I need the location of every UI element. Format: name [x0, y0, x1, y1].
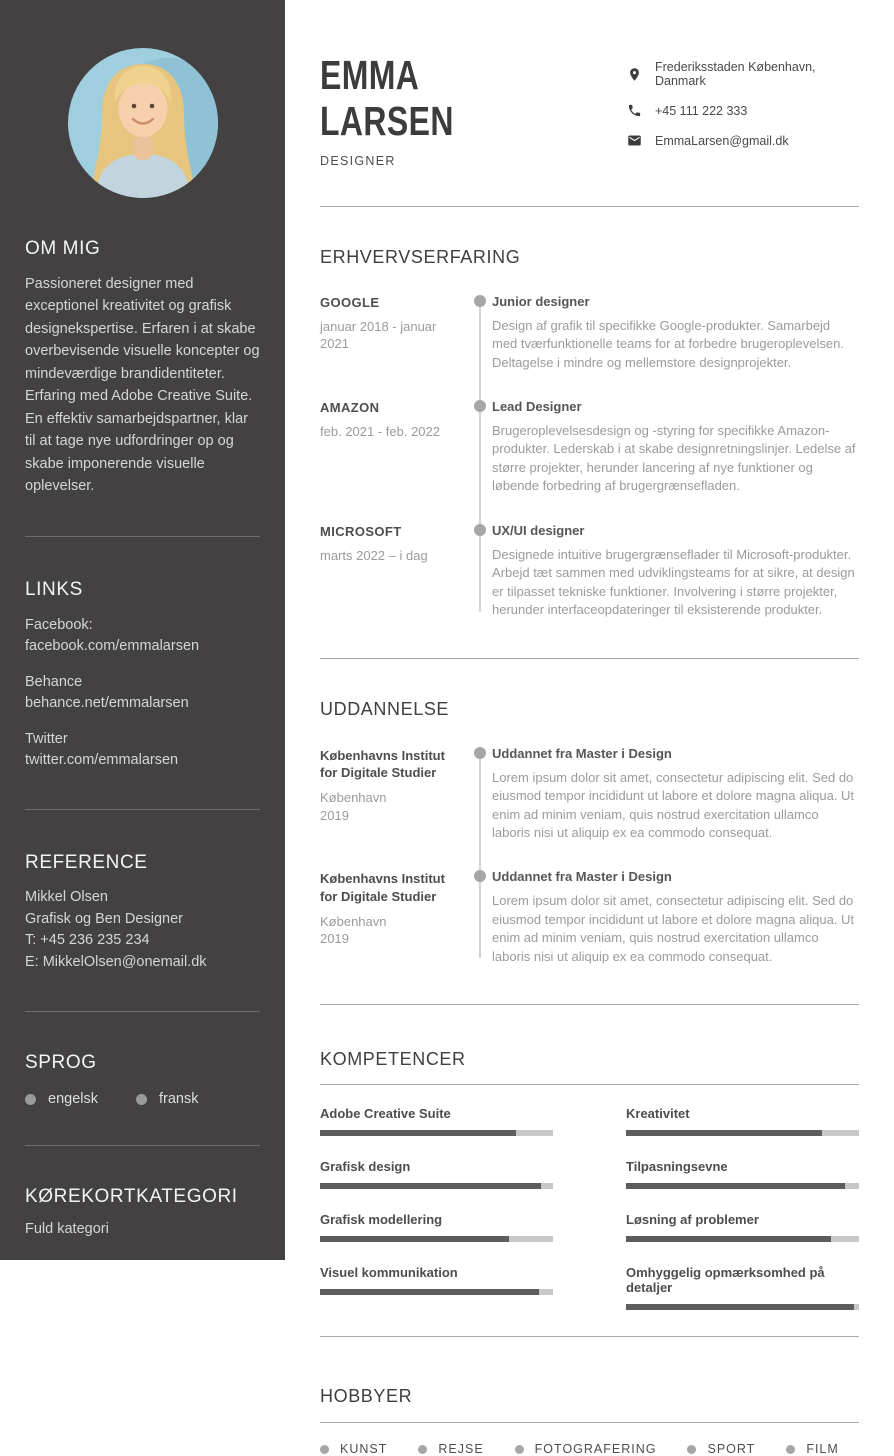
- hobby-list: [320, 1442, 859, 1456]
- hobby-item: [320, 1442, 387, 1456]
- email-icon: [627, 133, 642, 148]
- language-label: engelsk: [48, 1091, 98, 1108]
- section-divider: [320, 1004, 859, 1005]
- bullet-dot-icon: [25, 1094, 36, 1105]
- skill-bar-fill: [626, 1236, 831, 1242]
- education-timeline: [320, 746, 859, 967]
- language-item: [136, 1091, 199, 1107]
- bullet-dot-icon: [687, 1445, 696, 1454]
- skill-label: Tilpasningsevne: [626, 1159, 728, 1175]
- experience-dates: januar 2018 - januar 2021: [320, 318, 437, 352]
- link-label: Facebook:: [25, 616, 93, 633]
- school-name: Københavns Institut for Digitale Studier: [320, 747, 445, 780]
- location-text: Frederiksstaden København, Danmark: [655, 60, 816, 88]
- experience-description: Design af grafik til specifikke Google-produkter. Samarbejd med tværfunktionelle teams for at forbedre brugeroplevelsen. Deltagelse i mindre og mellemstore designprojekter.: [492, 317, 844, 370]
- link-label: Behance: [25, 673, 83, 690]
- skill-item: [320, 1212, 553, 1242]
- section-divider: [320, 658, 859, 659]
- skill-label: Kreativitet: [626, 1106, 690, 1122]
- profile-photo: [68, 48, 218, 198]
- hobby-label: REJSE: [438, 1442, 484, 1456]
- language-item: [25, 1091, 98, 1107]
- hobby-label: KUNST: [340, 1442, 388, 1456]
- timeline-dot-icon: [474, 524, 486, 536]
- school-year: 2019: [320, 807, 349, 823]
- school-year: 2019: [320, 931, 349, 947]
- license-text: Fuld kategori: [25, 1221, 109, 1238]
- skill-bar-fill: [626, 1130, 822, 1136]
- skill-bar-fill: [626, 1304, 854, 1310]
- contact-location-row: [627, 60, 859, 88]
- skill-bar-fill: [320, 1289, 539, 1295]
- skill-label: Visuel kommunikation: [320, 1265, 458, 1281]
- reference-email: E: MikkelOlsen@onemail.dk: [25, 953, 207, 970]
- experience-description: Brugeroplevelsesdesign og -styring for specifikke Amazon-produkter. Lederskab i at skabe designretningslinjer. Ledelse af større projekter, herunder lancering af nye funktioner og løbende forbedring af brugergrænsefladen.: [492, 423, 856, 494]
- experience-description: Designede intuitive brugergrænseflader til Microsoft-produkter. Arbejd tæt sammen med udviklingsteams for at sikre, at design er tilpasset tekniske funktioner. Involvering i større projekter, herunder interfaceopdateringer til eksisterende produkter.: [492, 546, 855, 618]
- timeline-dot-icon: [474, 295, 486, 307]
- contact-email-row: [627, 133, 859, 148]
- hobby-item: [418, 1442, 483, 1456]
- about-section-title: OM MIG: [25, 238, 101, 259]
- about-text: Passioneret designer med exceptionel kreativitet og grafisk designekspertise. Erfaren i at skabe overbevisende visuelle koncepter og mindeværdige brandidentiteter. Erfaring med Adobe Creative Suite. En effektiv samarbejdspartner, klar til at tage nye udfordringer op og skabe imponerende visuelle oplevelser.: [25, 276, 260, 495]
- job-title: DESIGNER: [320, 153, 396, 168]
- main-content: [285, 0, 894, 1456]
- hobby-item: [786, 1442, 838, 1456]
- skill-bar-track: [626, 1130, 859, 1136]
- skill-bar-fill: [320, 1130, 516, 1136]
- section-divider: [320, 206, 859, 207]
- company-name: AMAZON: [320, 400, 380, 416]
- skill-item: [626, 1265, 859, 1310]
- hobby-label: FILM: [806, 1442, 839, 1456]
- email-text[interactable]: EmmaLarsen@gmail.dk: [655, 133, 789, 148]
- location-pin-icon: [627, 67, 642, 82]
- skill-label: Adobe Creative Suite: [320, 1106, 451, 1122]
- hobby-label: FOTOGRAFERING: [534, 1442, 657, 1456]
- twitter-link[interactable]: twitter.com/emmalarsen: [25, 751, 179, 768]
- timeline-dot-icon: [474, 870, 486, 882]
- hobby-label: SPORT: [707, 1442, 756, 1456]
- first-name: EMMA: [320, 52, 420, 98]
- company-name: MICROSOFT: [320, 523, 402, 539]
- education-description: Lorem ipsum dolor sit amet, consectetur adipiscing elit. Sed do eiusmod tempor incididunt ut labore et dolore magna aliqua. Ut enim ad minim veniam, quis nostrud exercitation ullamco laboris nisi ut aliquip ex ea commodo consequat.: [492, 893, 855, 964]
- skill-bar-track: [320, 1130, 553, 1136]
- license-section-title: KØREKORTKATEGORI: [25, 1186, 238, 1208]
- experience-title: ERHVERVSERFARING: [320, 246, 521, 267]
- reference-role: Grafisk og Ben Designer: [25, 910, 183, 927]
- experience-dates: feb. 2021 - feb. 2022: [320, 424, 440, 440]
- bullet-dot-icon: [418, 1445, 427, 1454]
- skill-bar-fill: [320, 1183, 541, 1189]
- phone-text[interactable]: +45 111 222 333: [655, 103, 748, 118]
- bullet-dot-icon: [136, 1094, 147, 1105]
- education-meta: [320, 870, 465, 947]
- skills-title: KOMPETENCER: [320, 1049, 466, 1070]
- link-item-behance: [25, 672, 260, 715]
- link-label: Twitter: [25, 730, 68, 747]
- school-name: Københavns Institut for Digitale Studier: [320, 871, 445, 904]
- skill-bar-fill: [626, 1183, 845, 1189]
- phone-icon: [627, 103, 642, 118]
- company-name: GOOGLE: [320, 294, 380, 310]
- experience-role: Junior designer: [492, 293, 590, 309]
- hobbies-title: HOBBYER: [320, 1386, 413, 1407]
- sidebar-divider: [25, 536, 260, 537]
- hobby-item: [687, 1442, 755, 1456]
- experience-meta: [320, 524, 465, 565]
- education-entry: [320, 746, 859, 843]
- reference-block: [25, 887, 260, 973]
- timeline-dot-icon: [474, 747, 486, 759]
- education-description: Lorem ipsum dolor sit amet, consectetur adipiscing elit. Sed do eiusmod tempor incididunt ut labore et dolore magna aliqua. Ut enim ad minim veniam, quis nostrud exercitation ullamco laboris nisi ut aliquip ex ea commodo consequat.: [492, 769, 855, 840]
- skill-item: [320, 1265, 553, 1310]
- skill-bar-track: [320, 1289, 553, 1295]
- skills-section: [320, 1049, 859, 1337]
- skill-item: [320, 1159, 553, 1189]
- skill-item: [626, 1106, 859, 1136]
- facebook-link[interactable]: facebook.com/emmalarsen: [25, 638, 200, 655]
- sidebar-divider: [25, 1145, 260, 1146]
- language-list: [25, 1091, 260, 1107]
- school-location-year: [320, 913, 465, 948]
- skill-label: Grafisk modellering: [320, 1212, 443, 1228]
- skill-label: Omhyggelig opmærksomhed på detaljer: [626, 1265, 825, 1296]
- skills-grid: [320, 1106, 859, 1310]
- bullet-dot-icon: [515, 1445, 524, 1454]
- skill-item: [626, 1159, 859, 1189]
- skill-bar-track: [320, 1183, 553, 1189]
- degree-title: Uddannet fra Master i Design: [492, 869, 672, 885]
- experience-entry: [320, 399, 859, 496]
- skill-label: Grafisk design: [320, 1159, 411, 1175]
- languages-section-title: SPROG: [25, 1052, 97, 1074]
- language-label: fransk: [158, 1091, 199, 1108]
- experience-entry: [320, 523, 859, 620]
- degree-title: Uddannet fra Master i Design: [492, 745, 672, 761]
- hobbies-section: [320, 1386, 859, 1456]
- contact-block: [627, 60, 859, 168]
- sidebar-divider: [25, 1011, 260, 1012]
- skill-bar-track: [626, 1236, 859, 1242]
- section-divider: [320, 1422, 859, 1423]
- skill-bar-track: [626, 1304, 859, 1310]
- name-block: [320, 52, 492, 168]
- link-item-facebook: [25, 615, 260, 658]
- skill-item: [320, 1106, 553, 1136]
- school-location: København: [320, 913, 387, 929]
- link-item-twitter: [25, 729, 260, 772]
- bullet-dot-icon: [786, 1445, 795, 1454]
- experience-timeline: [320, 294, 859, 620]
- skill-item: [626, 1212, 859, 1242]
- hobby-item: [515, 1442, 657, 1456]
- timeline-dot-icon: [474, 400, 486, 412]
- skill-label: Løsning af problemer: [626, 1212, 759, 1228]
- school-location-year: [320, 789, 465, 824]
- experience-meta: [320, 295, 465, 353]
- reference-section-title: REFERENCE: [25, 852, 148, 874]
- bullet-dot-icon: [320, 1445, 329, 1454]
- section-divider: [320, 1084, 859, 1085]
- behance-link[interactable]: behance.net/emmalarsen: [25, 695, 189, 712]
- experience-meta: [320, 400, 465, 441]
- experience-role: UX/UI designer: [492, 522, 585, 538]
- education-section: [320, 699, 859, 967]
- header: [320, 52, 859, 168]
- experience-role: Lead Designer: [492, 399, 582, 415]
- skill-bar-track: [320, 1236, 553, 1242]
- experience-entry: [320, 294, 859, 372]
- skill-bar-track: [626, 1183, 859, 1189]
- school-location: København: [320, 789, 387, 805]
- education-title: UDDANNELSE: [320, 698, 450, 719]
- sidebar: [0, 0, 285, 1260]
- education-meta: [320, 747, 465, 824]
- sidebar-divider: [25, 809, 260, 810]
- person-name: [320, 52, 492, 145]
- last-name: LARSEN: [320, 98, 454, 145]
- profile-photo-illustration: [68, 48, 218, 198]
- reference-name: Mikkel Olsen: [25, 889, 108, 906]
- skill-bar-fill: [320, 1236, 509, 1242]
- reference-phone: T: +45 236 235 234: [25, 932, 150, 949]
- experience-section: [320, 247, 859, 620]
- contact-phone-row: [627, 103, 859, 118]
- links-section-title: LINKS: [25, 578, 83, 600]
- experience-dates: marts 2022 – i dag: [320, 547, 428, 563]
- section-divider: [320, 1336, 859, 1337]
- education-entry: [320, 869, 859, 966]
